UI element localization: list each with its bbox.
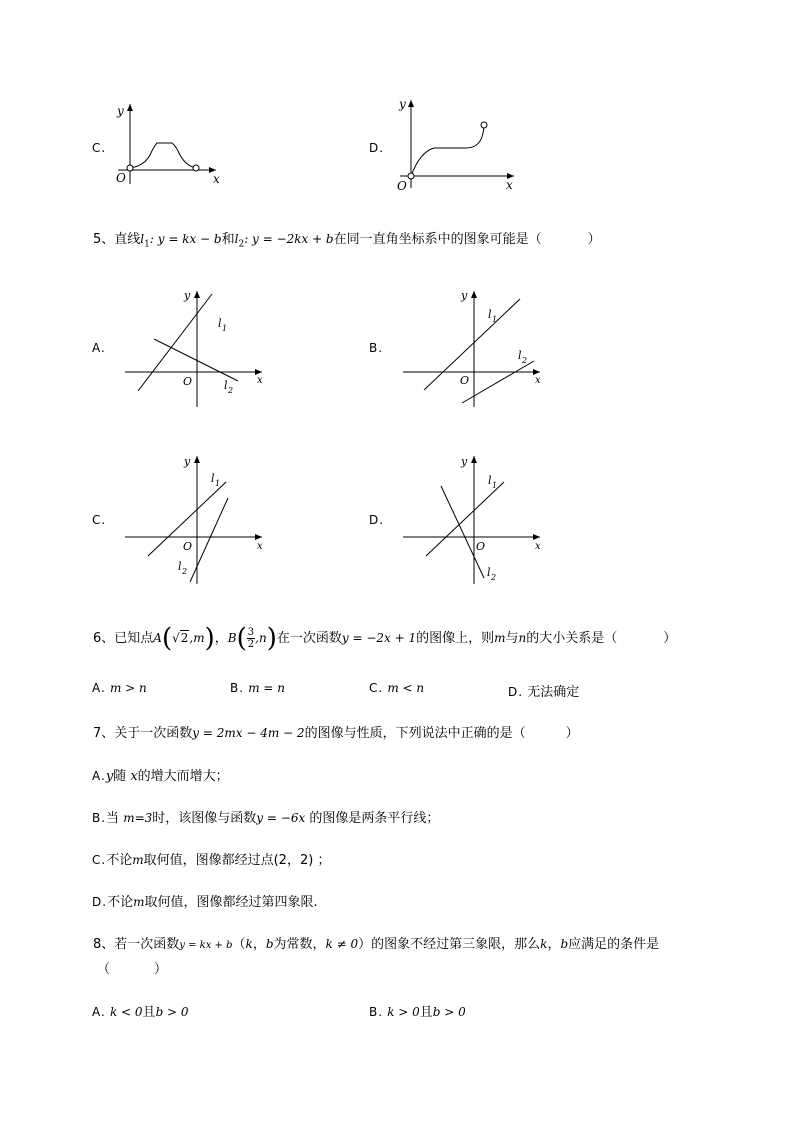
q5-option-a-label: A. (92, 341, 106, 355)
x-label: x (213, 172, 220, 186)
x-label: x (506, 178, 513, 192)
q6-option-d: D. 无法确定 (508, 685, 580, 700)
q6-option-b: B. m = n (230, 681, 285, 695)
x-label: x (535, 541, 541, 552)
line-l1 (424, 299, 520, 390)
y-label: y (461, 455, 468, 468)
x-label: x (257, 375, 263, 386)
l2-sub: 2 (182, 567, 188, 576)
y-axis-arrow (194, 456, 200, 463)
q7-option-d: D.不论m取何值，图像都经过第四象限. (92, 895, 318, 910)
l1-label: l (488, 308, 492, 321)
y-label: y (461, 289, 468, 302)
q5-graph-b (398, 285, 548, 410)
open-point (408, 173, 414, 179)
line-l1 (426, 482, 504, 556)
q4-graph-d (390, 92, 520, 192)
y-label: y (184, 455, 191, 468)
q6-stem: 6、已知点A(√2,m)，B( $\frac{3}{2}$ ,n)在一次函数y = −2x + 1的图像上，则m与n的大小关系是（ ） (93, 623, 677, 654)
l1-sub: 1 (492, 481, 498, 490)
origin-label: O (397, 179, 407, 192)
y-axis-arrow (408, 100, 414, 107)
y-label: y (399, 97, 406, 111)
line-l1 (138, 294, 212, 391)
q7-stem: 7、关于一次函数y = 2mx − 4m − 2的图像与性质，下列说法中正确的是（ ） (93, 726, 579, 741)
q5-option-c-label: C. (92, 513, 107, 527)
origin-label: O (476, 540, 486, 553)
q5-option-b-label: B. (369, 341, 384, 355)
origin-label: O (116, 171, 126, 185)
q5-stem: 5、直线$l_1$: y = kx − b和$l_2$: y = −2kx + b在同一直角坐标系中的图象可能是（ ） (93, 232, 601, 250)
l2-label: l (178, 560, 182, 573)
q7-option-c: C.不论m取何值，图像都经过点(2，2) ； (92, 853, 331, 868)
l2-label: l (487, 566, 491, 579)
l1-sub: 1 (492, 315, 498, 324)
y-label: y (117, 104, 124, 118)
x-axis-arrow (533, 534, 540, 540)
l2-sub: 2 (491, 573, 497, 582)
open-point (127, 165, 133, 171)
q4-option-d-label: D. (369, 141, 385, 155)
l1-label: l (488, 474, 492, 487)
y-label: y (184, 289, 191, 302)
q5-option-d-label: D. (369, 513, 385, 527)
q8-option-a: A. k < 0且b > 0 (92, 1005, 189, 1020)
q4-graph-c (110, 98, 230, 188)
y-axis-arrow (471, 291, 477, 298)
q6-option-c: C. m < n (369, 681, 425, 695)
q5-graph-d (398, 452, 548, 587)
x-label: x (257, 541, 263, 552)
q8-stem: 8、若一次函数y = kx + b（k，b为常数，k ≠ 0）的图象不经过第三象限，那么k，b应满足的条件是 (93, 937, 660, 952)
q4-option-c-label: C. (92, 141, 107, 155)
l2-sub: 2 (228, 386, 234, 395)
l1-sub: 1 (222, 324, 228, 333)
l1-sub: 1 (215, 479, 221, 488)
q6-option-a: A. m > n (92, 681, 147, 695)
origin-label: O (460, 374, 470, 387)
l1-label: l (218, 317, 222, 330)
y-axis-arrow (471, 456, 477, 463)
x-axis-arrow (255, 534, 262, 540)
l2-label: l (518, 349, 522, 362)
open-point (481, 122, 487, 128)
q8-stem-paren: （ ） (97, 962, 168, 977)
q7-option-b: B.当 m=3时，该图像与函数y = −6x 的图像是两条平行线； (92, 811, 440, 826)
curve (411, 125, 484, 176)
line-l2 (462, 361, 534, 403)
y-axis-arrow (194, 291, 200, 298)
y-axis-arrow (127, 104, 133, 111)
q5-graph-c (120, 452, 270, 587)
l2-sub: 2 (522, 356, 528, 365)
line-l2 (154, 339, 238, 381)
origin-label: O (183, 375, 193, 388)
line-l2 (441, 486, 484, 578)
q5-graph-a (120, 285, 270, 410)
open-point (193, 165, 199, 171)
q7-option-a: A.y随 x的增大而增大； (92, 769, 229, 784)
q8-option-b: B. k > 0且b > 0 (369, 1005, 466, 1020)
l2-label: l (224, 379, 228, 392)
curve (130, 143, 196, 168)
x-label: x (535, 375, 541, 386)
origin-label: O (183, 540, 193, 553)
l1-label: l (211, 472, 215, 485)
